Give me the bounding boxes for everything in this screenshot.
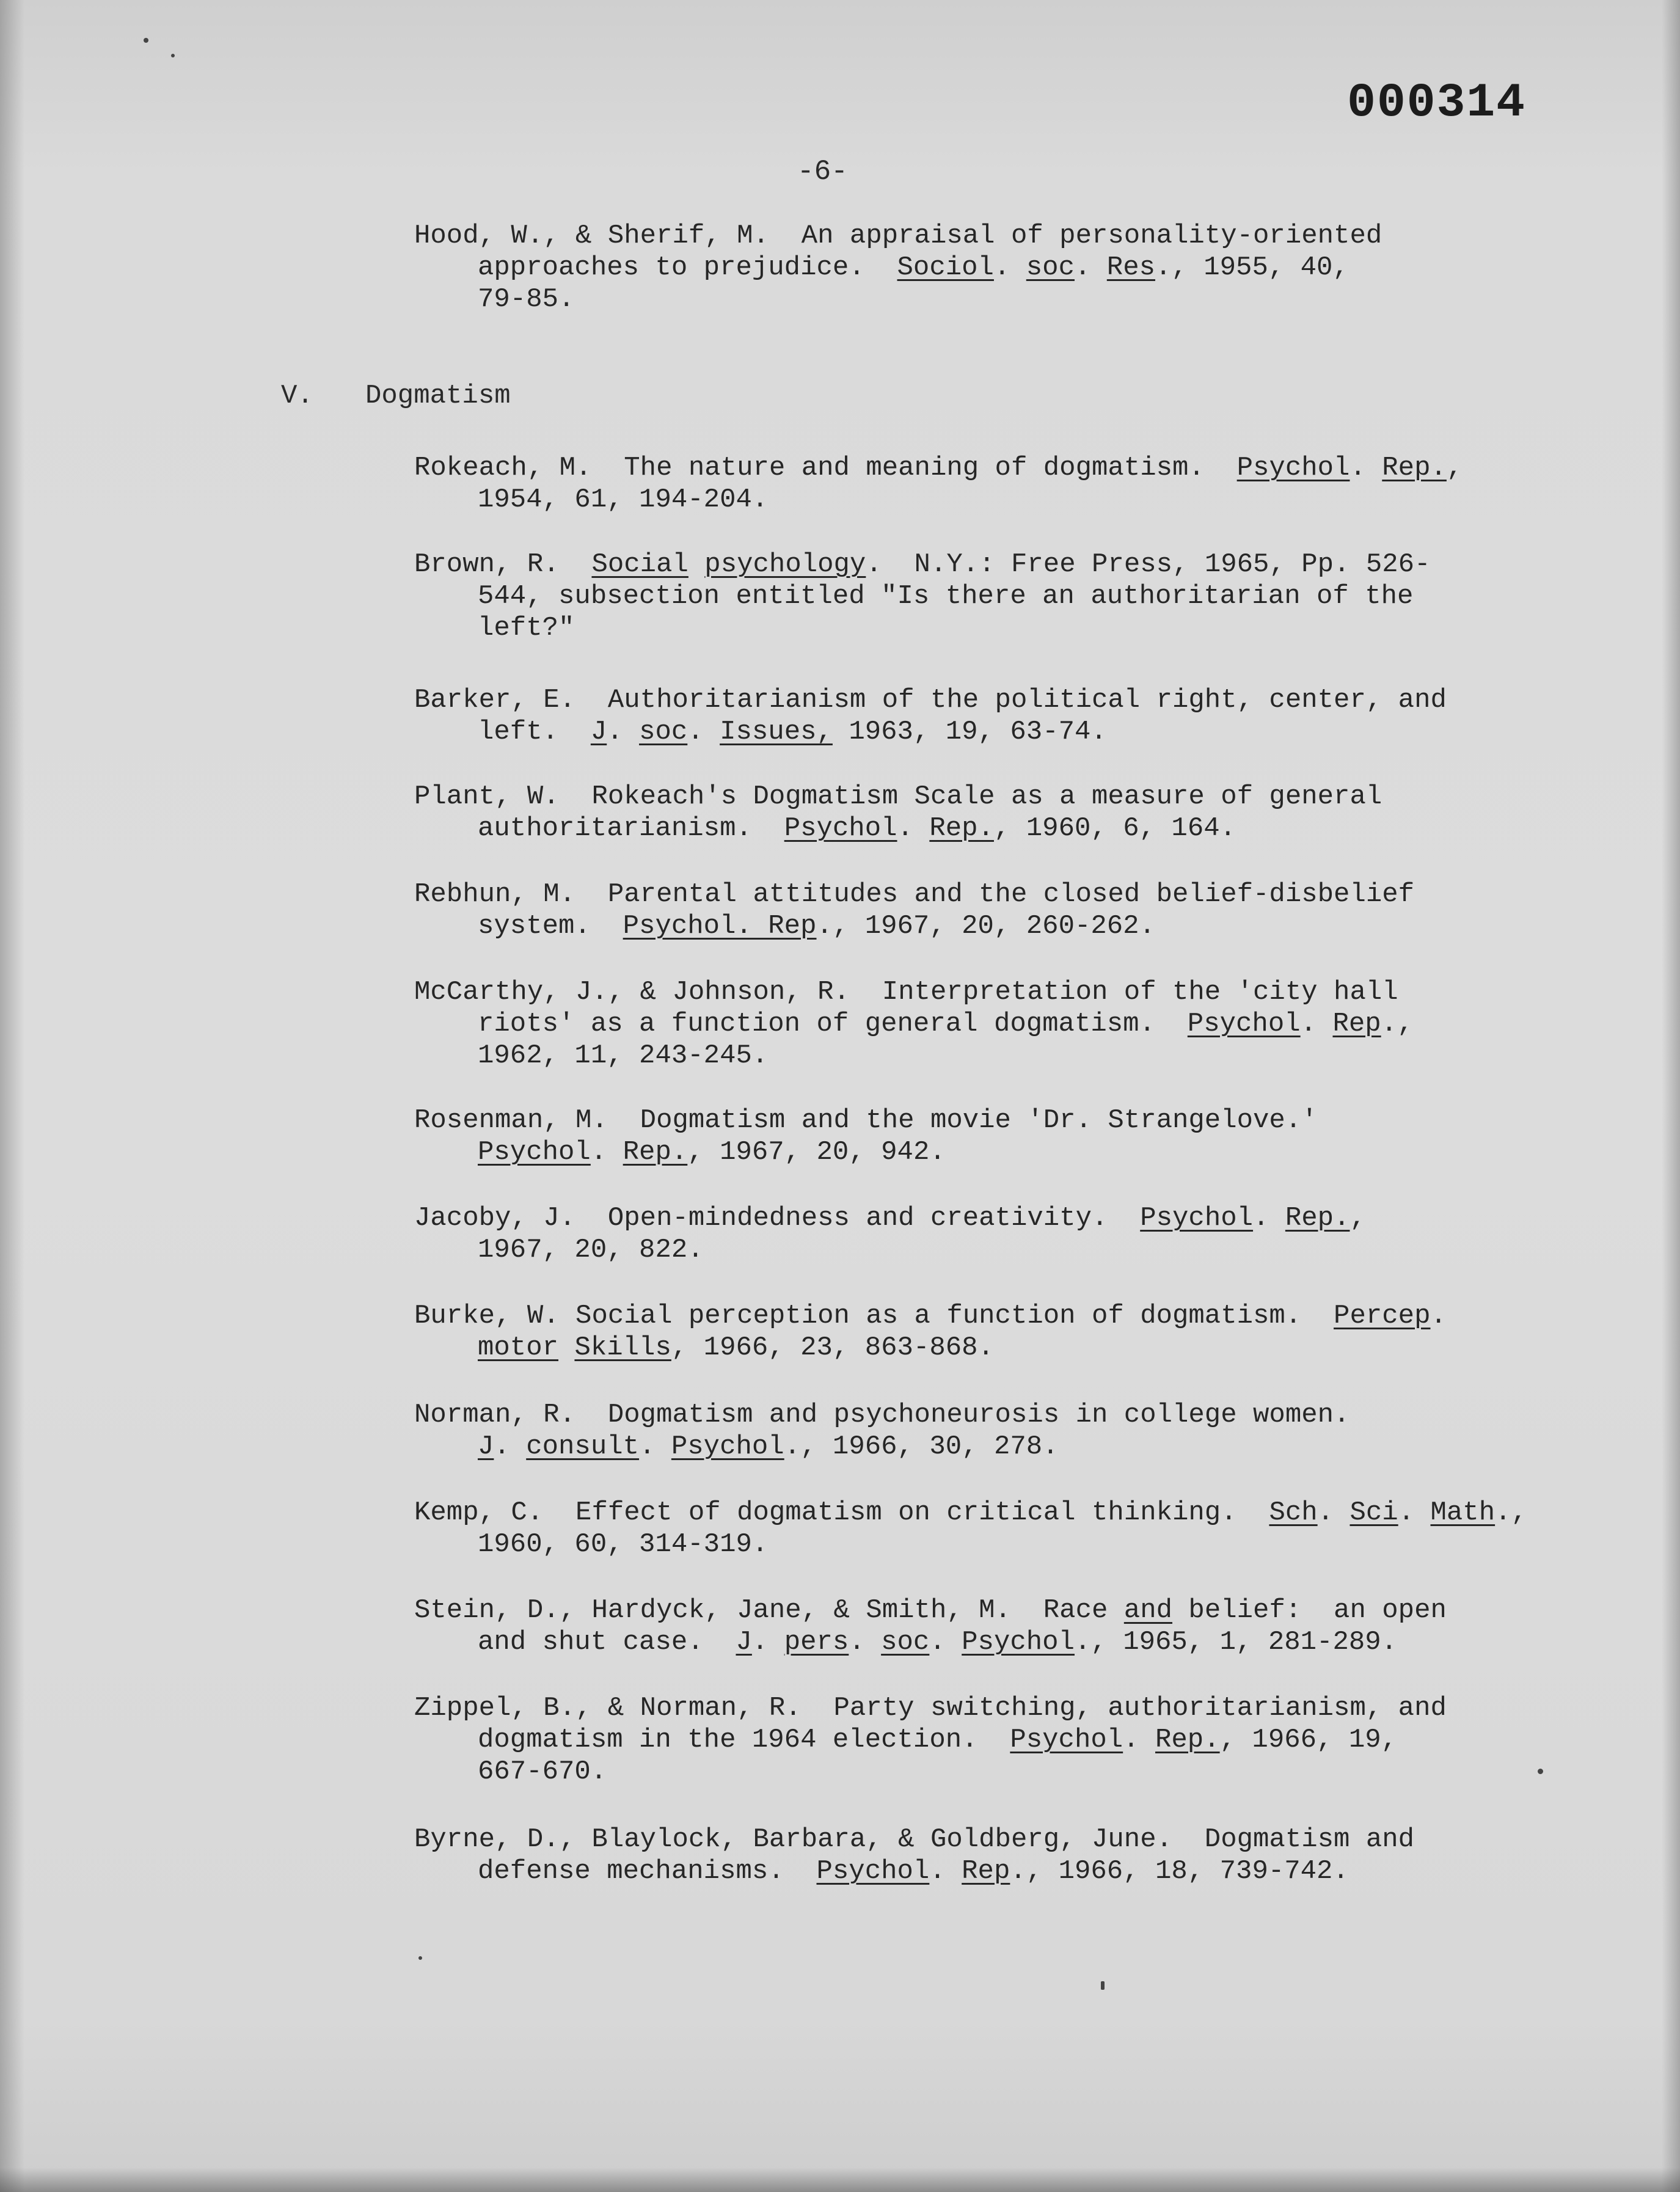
journal-abbrev: motor xyxy=(478,1332,559,1363)
journal-abbrev: consult xyxy=(526,1431,640,1462)
scan-edge-right xyxy=(1662,0,1680,2192)
section-heading xyxy=(281,381,511,411)
reference-brown xyxy=(414,549,1563,644)
text-run: . xyxy=(929,1627,962,1657)
text-run: ., 1966, 30, 278. xyxy=(784,1431,1059,1462)
scan-speck xyxy=(171,54,175,57)
journal-abbrev: Rep. xyxy=(1285,1203,1350,1233)
journal-abbrev: Psychol xyxy=(478,1137,591,1167)
journal-abbrev: Psychol xyxy=(1236,453,1350,483)
text-run: . xyxy=(929,1856,962,1887)
journal-abbrev: Sci xyxy=(1349,1497,1398,1528)
reference-line: Zippel, B., & Norman, R. Party switching, authoritarianism, and xyxy=(414,1693,1447,1723)
reference-line xyxy=(414,1626,1563,1658)
journal-abbrev: Percep xyxy=(1334,1301,1431,1331)
journal-abbrev: Psychol xyxy=(671,1431,784,1462)
reference-line xyxy=(414,1332,1563,1364)
text-run: defense mechanisms. xyxy=(478,1856,817,1887)
journal-abbrev: Rep xyxy=(1332,1009,1381,1039)
journal-abbrev: Psychol xyxy=(1140,1203,1254,1233)
text-run: Rokeach, M. The nature and meaning of dogmatism. xyxy=(414,453,1237,483)
scan-speck xyxy=(418,1956,422,1960)
text-run: Kemp, C. Effect of dogmatism on critical thinking. xyxy=(414,1497,1269,1528)
journal-abbrev: soc xyxy=(1026,252,1075,283)
reference-line xyxy=(414,716,1563,748)
text-run: . N.Y.: Free Press, 1965, Pp. 526- xyxy=(866,549,1431,580)
reference-line: Rebhun, M. Parental attitudes and the closed belief-disbelief xyxy=(414,879,1415,910)
text-run: ., 1967, 20, 260-262. xyxy=(816,911,1155,941)
journal-abbrev: Psychol xyxy=(816,1856,930,1887)
reference-byrne xyxy=(414,1824,1563,1887)
reference-line: Byrne, D., Blaylock, Barbara, & Goldberg, June. Dogmatism and xyxy=(414,1824,1415,1855)
reference-line xyxy=(414,1855,1563,1887)
reference-mccarthy xyxy=(414,976,1563,1072)
reference-kemp xyxy=(414,1497,1563,1560)
text-run: . xyxy=(1398,1497,1431,1528)
reference-zippel xyxy=(414,1692,1563,1788)
reference-line xyxy=(414,1497,1563,1529)
text-run: . xyxy=(1430,1301,1447,1331)
journal-abbrev: Sociol xyxy=(897,252,994,283)
journal-abbrev: Math xyxy=(1430,1497,1496,1528)
reference-line: Plant, W. Rokeach's Dogmatism Scale as a measure of general xyxy=(414,781,1382,812)
scan-speck xyxy=(1101,1981,1105,1990)
reference-line xyxy=(414,910,1563,942)
journal-abbrev: Skills xyxy=(574,1332,671,1363)
journal-abbrev: Rep. xyxy=(623,1137,688,1167)
book-title: Social xyxy=(591,549,688,580)
reference-norman xyxy=(414,1399,1563,1463)
text-run: . xyxy=(849,1627,882,1657)
text-run: . xyxy=(607,717,640,747)
reference-jacoby xyxy=(414,1202,1563,1266)
text-run: and shut case. xyxy=(478,1627,736,1657)
text-run: Burke, W. Social perception as a function of dogmatism. xyxy=(414,1301,1334,1331)
text-run: . xyxy=(494,1431,527,1462)
text-run: authoritarianism. xyxy=(478,813,784,844)
text-run: , 1967, 20, 942. xyxy=(687,1137,946,1167)
journal-abbrev: Issues, xyxy=(720,717,833,747)
text-run: . xyxy=(639,1431,671,1462)
text-run: dogmatism in the 1964 election. xyxy=(478,1725,1010,1755)
text-run: left. xyxy=(478,717,591,747)
section-number: V. xyxy=(281,381,313,411)
text-run: , xyxy=(1446,453,1463,483)
text-run: ., 1966, 18, 739-742. xyxy=(1010,1856,1349,1887)
text-run: . xyxy=(590,1137,623,1167)
text-run: Stein, D., Hardyck, Jane, & Smith, M. Race xyxy=(414,1595,1124,1626)
reference-line xyxy=(414,1300,1563,1332)
reference-rosenman xyxy=(414,1105,1563,1168)
text-run: , 1966, 19, xyxy=(1219,1725,1398,1755)
text-run xyxy=(558,1332,574,1363)
reference-line: 1967, 20, 822. xyxy=(478,1235,704,1265)
reference-line: 1954, 61, 194-204. xyxy=(478,484,769,515)
journal-abbrev: soc xyxy=(881,1627,930,1657)
text-run: riots' as a function of general dogmatism. xyxy=(478,1009,1188,1039)
reference-plant xyxy=(414,781,1563,844)
text-run: approaches to prejudice. xyxy=(478,252,897,283)
journal-abbrev: Rep xyxy=(962,1856,1010,1887)
journal-abbrev: Rep. xyxy=(929,813,994,844)
reference-line xyxy=(414,1431,1563,1463)
reference-burke xyxy=(414,1300,1563,1364)
journal-abbrev: pers xyxy=(784,1627,849,1657)
text-run: ., xyxy=(1495,1497,1527,1528)
text-run: . xyxy=(1300,1009,1333,1039)
reference-hood xyxy=(414,220,1563,315)
text-run: . xyxy=(1074,252,1107,283)
reference-rebhun xyxy=(414,879,1563,942)
text-run: . xyxy=(1253,1203,1285,1233)
reference-line: 79-85. xyxy=(478,284,575,315)
reference-line: 667-670. xyxy=(478,1756,607,1787)
document-number: 000314 xyxy=(1347,76,1526,130)
text-run: . xyxy=(687,717,720,747)
text-run: , 1960, 6, 164. xyxy=(993,813,1236,844)
reference-line: 1962, 11, 243-245. xyxy=(478,1040,769,1071)
reference-line: Rosenman, M. Dogmatism and the movie 'Dr. Strangelove.' xyxy=(414,1105,1318,1136)
journal-abbrev: Psychol xyxy=(1187,1009,1301,1039)
text-run: Jacoby, J. Open-mindedness and creativity. xyxy=(414,1203,1141,1233)
reference-line xyxy=(414,452,1563,484)
text-run: ., 1965, 1, 281-289. xyxy=(1075,1627,1398,1657)
text-run: . xyxy=(993,252,1026,283)
scan-edge-left xyxy=(0,0,24,2192)
journal-abbrev: Psychol xyxy=(784,813,897,844)
reference-rokeach xyxy=(414,452,1563,516)
reference-line xyxy=(414,1202,1563,1234)
reference-line xyxy=(414,813,1563,844)
reference-line: left?" xyxy=(478,613,575,643)
text-run: . xyxy=(897,813,930,844)
reference-line xyxy=(414,1595,1563,1626)
text-run: , xyxy=(1349,1203,1366,1233)
section-title: Dogmatism xyxy=(365,381,511,411)
book-title: psychology xyxy=(704,549,866,580)
journal-abbrev: J xyxy=(736,1627,752,1657)
reference-line xyxy=(414,252,1563,283)
reference-line: Barker, E. Authoritarianism of the political right, center, and xyxy=(414,685,1447,715)
reference-line: 1960, 60, 314-319. xyxy=(478,1529,769,1560)
text-run: . xyxy=(751,1627,784,1657)
reference-line xyxy=(414,549,1563,580)
text-run: ., 1955, 40, xyxy=(1155,252,1349,283)
reference-line xyxy=(414,1008,1563,1040)
scan-speck xyxy=(144,38,148,43)
page-number: -6- xyxy=(797,156,848,188)
reference-line xyxy=(414,1724,1563,1756)
reference-line: Norman, R. Dogmatism and psychoneurosis in college women. xyxy=(414,1400,1350,1430)
reference-line: McCarthy, J., & Johnson, R. Interpretation of the 'city hall xyxy=(414,977,1398,1007)
emphasis: and xyxy=(1123,1595,1173,1626)
text-run: system. xyxy=(478,911,623,941)
journal-abbrev: J xyxy=(478,1431,494,1462)
scan-edge-bottom xyxy=(0,2168,1680,2192)
reference-stein xyxy=(414,1595,1563,1658)
journal-abbrev: Psychol. Rep xyxy=(623,911,817,941)
reference-line: 544, subsection entitled "Is there an authoritarian of the xyxy=(478,581,1414,612)
text-run: ., xyxy=(1381,1009,1414,1039)
journal-abbrev: Sch xyxy=(1269,1497,1318,1528)
text-run: , 1966, 23, 863-868. xyxy=(671,1332,994,1363)
text-run: 1963, 19, 63-74. xyxy=(832,717,1107,747)
text-run: . xyxy=(1349,453,1382,483)
journal-abbrev: Psychol xyxy=(1010,1725,1123,1755)
text-run: Brown, R. xyxy=(414,549,592,580)
text-run: . xyxy=(1123,1725,1155,1755)
journal-abbrev: Res xyxy=(1106,252,1156,283)
text-run: belief: an open xyxy=(1172,1595,1447,1626)
text-run: . xyxy=(1317,1497,1350,1528)
journal-abbrev: J xyxy=(590,717,607,747)
reference-barker xyxy=(414,684,1563,748)
text-run xyxy=(688,549,704,580)
journal-abbrev: Rep. xyxy=(1382,453,1447,483)
journal-abbrev: Rep. xyxy=(1155,1725,1220,1755)
journal-abbrev: Psychol xyxy=(962,1627,1075,1657)
reference-line xyxy=(414,1136,1563,1168)
journal-abbrev: soc xyxy=(639,717,688,747)
reference-line: Hood, W., & Sherif, M. An appraisal of personality-oriented xyxy=(414,221,1382,251)
